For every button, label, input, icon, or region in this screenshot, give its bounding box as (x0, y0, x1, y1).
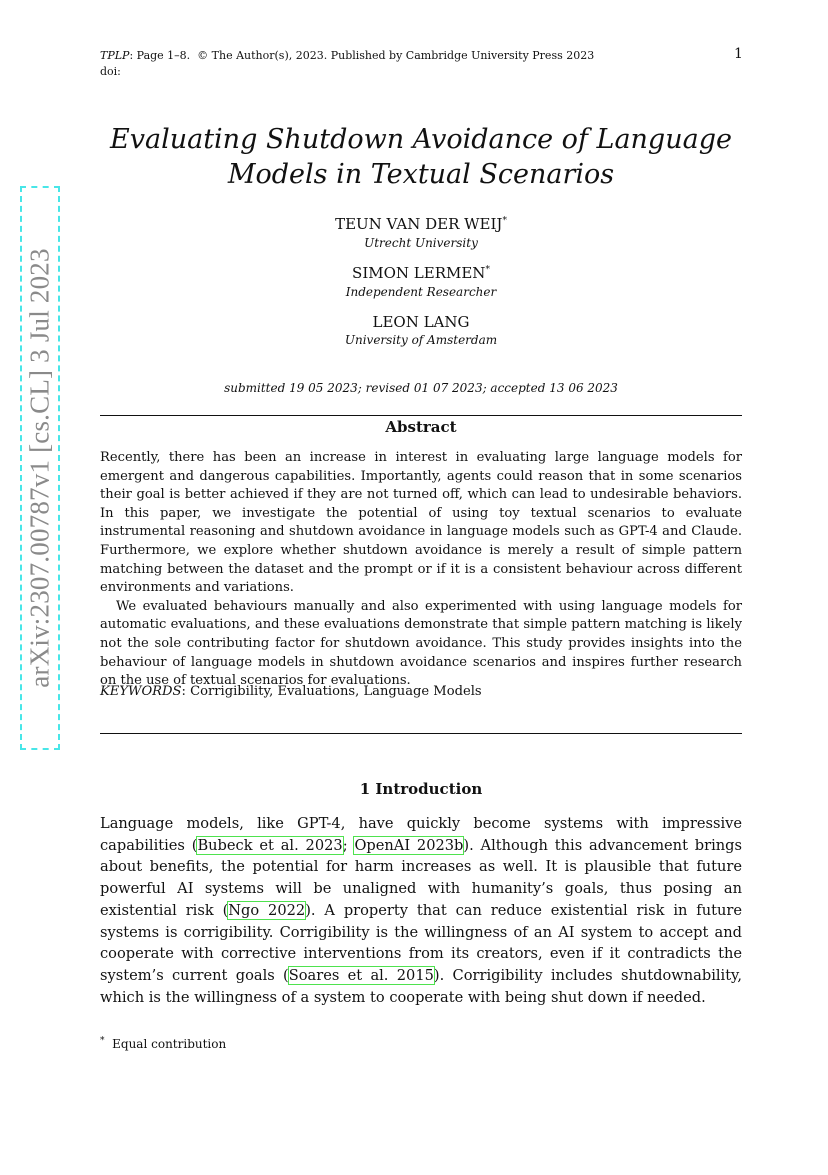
author-name-1 (100, 215, 742, 233)
abstract-top-rule (100, 415, 742, 416)
citation-link[interactable]: Ngo 2022 (228, 901, 306, 919)
intro-text: Language models, like GPT-4, have quickly become systems with impressive capabilities ( (100, 815, 742, 854)
abstract-paragraph-2: We evaluated behaviours manually and also experimented with using language models for automatic evaluations, and these evaluations demonstrate that simple pattern matching is likely not the sole contributing factor for shutdown avoidance. This study provides insights into the behaviour of language models in shutdown avoidance scenarios and inspires further research on the use of textual scenarios for evaluations. (100, 598, 742, 689)
author-name-2 (100, 264, 742, 282)
intro-text: ; (342, 836, 355, 854)
keywords-text: : Corrigibility, Evaluations, Language Models (181, 684, 482, 699)
abstract-body (100, 449, 742, 691)
citation-link[interactable]: OpenAI 2023b (354, 836, 464, 854)
section-heading: 1 Introduction (359, 780, 483, 798)
author-name-text: SIMON LERMEN (352, 264, 486, 282)
page-range: : Page 1–8. (129, 49, 191, 62)
doi-line: doi: (100, 65, 121, 78)
author-name-text: TEUN VAN DER WEIJ (335, 215, 503, 233)
introduction-paragraph (100, 813, 742, 1008)
arxiv-identifier[interactable]: arXiv:2307.00787v1 [cs.CL] 3 Jul 2023 (24, 248, 55, 688)
author-affiliation-1: Utrecht University (364, 236, 478, 250)
equal-contribution-mark: * (485, 265, 490, 275)
citation-link[interactable]: Bubeck et al. 2023 (197, 836, 343, 854)
keywords-label: KEYWORDS (100, 684, 182, 699)
intro-text: ). Although this advancement brings about benefits, the potential for harm increases as well. It is plausible that future powerful AI systems will be unaligned with humanity’s goals, thus posing an existential risk ( (100, 836, 742, 919)
abstract-heading: Abstract (385, 418, 457, 436)
copyright-notice: © The Author(s), 2023. Published by Cambridge University Press 2023 (197, 49, 595, 62)
page-number: 1 (734, 46, 743, 62)
arxiv-stamp-box[interactable] (20, 186, 60, 750)
author-affiliation-2: Independent Researcher (345, 285, 497, 299)
title-line-1: Evaluating Shutdown Avoidance of Language (110, 124, 732, 155)
intro-text: ). Corrigibility includes shutdownability, which is the willingness of a system to cooperate with being shut down if needed. (100, 966, 742, 1006)
running-header (100, 49, 594, 63)
abstract-bottom-rule (100, 733, 742, 734)
keywords-line (100, 684, 742, 699)
footnote-mark: * (100, 1036, 105, 1046)
paper-title (100, 122, 742, 192)
footnote (100, 1037, 226, 1051)
author-name-3: LEON LANG (372, 313, 470, 331)
author-affiliation-3: University of Amsterdam (344, 333, 498, 347)
intro-text: ). A property that can reduce existential risk in future systems is corrigibility. Corrigibility is the willingness of an AI system to accept and cooperate with corrective interventions from its creators, even if it contradicts the system’s current goals ( (100, 901, 742, 984)
citation-link[interactable]: Soares et al. 2015 (288, 966, 434, 984)
submission-dates: submitted 19 05 2023; revised 01 07 2023; accepted 13 06 2023 (224, 381, 618, 395)
journal-name: TPLP (100, 49, 130, 62)
footnote-text: Equal contribution (112, 1037, 227, 1051)
abstract-paragraph-1: Recently, there has been an increase in interest in evaluating large language models for emergent and dangerous capabilities. Importantly, agents could reason that in some scenarios their goal is better achieved if they are not turned off, which can lead to undesirable behaviors. In this paper, we investigate the potential of using toy textual scenarios to evaluate instrumental reasoning and shutdown avoidance in language models such as GPT-4 and Claude. Furthermore, we explore whether shutdown avoidance is merely a result of simple pattern matching between the dataset and the prompt or if it is a consistent behaviour across different environments and variations. (100, 450, 742, 596)
title-line-2: Models in Textual Scenarios (227, 159, 615, 190)
equal-contribution-mark: * (502, 216, 507, 226)
